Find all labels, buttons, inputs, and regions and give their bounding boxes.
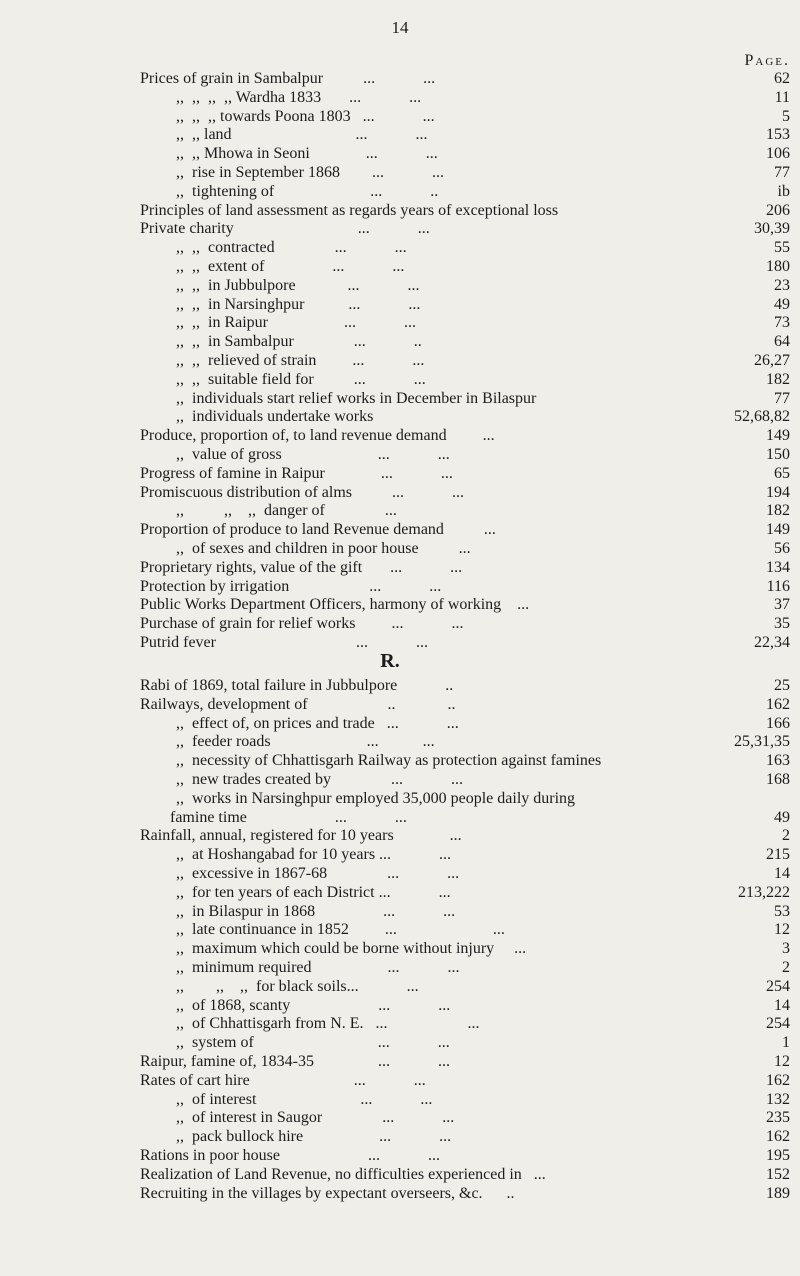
entry-text: Private charity ... ...: [140, 220, 430, 238]
entry-page-ref: 53: [774, 902, 790, 920]
entry-page-ref: 12: [774, 1052, 790, 1070]
entry-page-ref: 254: [766, 977, 790, 995]
entry-text: ,, ,, extent of ... ...: [176, 257, 405, 275]
entry-page-ref: 37: [774, 596, 790, 614]
entry-page-ref: 254: [766, 1015, 790, 1033]
entry-text: Raipur, famine of, 1834-35 ... ...: [140, 1052, 450, 1070]
entry-text: ,, ,, ,, ,, Wardha 1833 ... ...: [176, 88, 422, 106]
entry-page-ref: 77: [774, 389, 790, 407]
index-entry: [0, 239, 800, 258]
entry-text: ,, ,, in Narsinghpur ... ...: [176, 295, 421, 313]
entry-page-ref: 194: [766, 483, 790, 501]
entry-page-ref: 182: [766, 502, 790, 520]
index-entry: [0, 465, 800, 484]
entry-text: Produce, proportion of, to land revenue demand ...: [140, 427, 495, 445]
entry-text: Proportion of produce to land Revenue demand ...: [140, 521, 496, 539]
index-entry: [0, 959, 800, 978]
entry-text: famine time ... ...: [170, 808, 407, 826]
entry-text: ,, rise in September 1868 ... ...: [176, 163, 444, 181]
entry-text: ,, ,, land ... ...: [176, 126, 428, 144]
entry-text: ,, of Chhattisgarh from N. E. ... ...: [176, 1015, 480, 1033]
entry-text: Public Works Department Officers, harmony of working ...: [140, 596, 530, 614]
index-entry: [0, 183, 800, 202]
index-entry: [0, 314, 800, 333]
entry-text: ,, at Hoshangabad for 10 years ... ...: [176, 846, 452, 864]
entry-page-ref: 77: [774, 163, 790, 181]
entry-page-ref: 106: [766, 145, 790, 163]
index-entry: [0, 1091, 800, 1110]
entry-page-ref: 64: [774, 333, 790, 351]
entry-page-ref: 1: [782, 1034, 790, 1052]
entry-page-ref: 162: [766, 1128, 790, 1146]
index-entry: [0, 578, 800, 597]
entry-page-ref: 55: [774, 239, 790, 257]
entry-page-ref: 150: [766, 445, 790, 463]
index-entry: [0, 371, 800, 390]
entry-text: ,, of 1868, scanty ... ...: [176, 996, 451, 1014]
entry-text: ,, works in Narsinghpur employed 35,000 people daily during: [176, 789, 576, 807]
index-entry: [0, 809, 800, 828]
entry-text: Prices of grain in Sambalpur ... ...: [140, 70, 436, 87]
entry-page-ref: 14: [774, 996, 790, 1014]
index-entry: [0, 865, 800, 884]
index-section-r: [0, 677, 800, 1203]
entry-text: Progress of famine in Raipur ... ...: [140, 464, 453, 482]
entry-page-ref: 25: [774, 677, 790, 694]
entry-text: ,, ,, in Sambalpur ... ..: [176, 333, 422, 351]
entry-page-ref: 14: [774, 864, 790, 882]
index-entry: [0, 903, 800, 922]
index-entry: [0, 1147, 800, 1166]
entry-page-ref: 166: [766, 714, 790, 732]
index-entry: [0, 884, 800, 903]
entry-page-ref: 180: [766, 257, 790, 275]
entry-text: ,, ,, ,, danger of ...: [176, 502, 397, 520]
index-entry: [0, 277, 800, 296]
entry-text: ,, late continuance in 1852 ... ...: [176, 921, 505, 939]
index-entry: [0, 677, 800, 696]
entry-page-ref: 195: [766, 1146, 790, 1164]
index-entry: [0, 220, 800, 239]
entry-text: ,, new trades created by ... ...: [176, 770, 464, 788]
entry-text: ,, individuals undertake works: [176, 408, 374, 426]
entry-text: ,, feeder roads ... ...: [176, 733, 435, 751]
index-entry: [0, 1109, 800, 1128]
entry-text: ,, ,, in Jubbulpore ... ...: [176, 276, 420, 294]
entry-text: ,, tightening of ... ..: [176, 182, 439, 200]
entry-page-ref: 12: [774, 921, 790, 939]
entry-page-ref: 62: [774, 70, 790, 87]
entry-text: ,, of interest ... ...: [176, 1090, 433, 1108]
entry-text: ,, ,, relieved of strain ... ...: [176, 351, 425, 369]
entry-page-ref: 11: [774, 88, 790, 106]
index-entry: [0, 997, 800, 1016]
entry-page-ref: 116: [766, 577, 790, 595]
entry-text: Recruiting in the villages by expectant overseers, &c. ..: [140, 1184, 515, 1202]
entry-text: ,, pack bullock hire ... ...: [176, 1128, 452, 1146]
entry-page-ref: 56: [774, 539, 790, 557]
entry-text: Purchase of grain for relief works ... ...: [140, 615, 464, 633]
entry-page-ref: 65: [774, 464, 790, 482]
index-entry: [0, 352, 800, 371]
entry-text: Rainfall, annual, registered for 10 years ...: [140, 827, 462, 845]
entry-page-ref: 3: [782, 940, 790, 958]
index-section-p: [0, 70, 800, 653]
index-entry: [0, 790, 800, 809]
entry-text: ,, ,, ,, towards Poona 1803 ... ...: [176, 107, 435, 125]
entry-page-ref: 49: [774, 295, 790, 313]
index-entry: [0, 752, 800, 771]
entry-page-ref: 52,68,82: [734, 408, 790, 426]
entry-page-ref: 132: [766, 1090, 790, 1108]
entry-page-ref: 134: [766, 558, 790, 576]
index-entry: [0, 978, 800, 997]
entry-page-ref: 206: [766, 201, 790, 219]
entry-page-ref: 35: [774, 615, 790, 633]
entry-text: ,, value of gross ... ...: [176, 445, 450, 463]
entry-text: ,, necessity of Chhattisgarh Railway as protection against famines: [176, 752, 602, 770]
index-entry: [0, 540, 800, 559]
section-letter-r: R.: [380, 650, 400, 672]
entry-page-ref: 25,31,35: [734, 733, 790, 751]
entry-page-ref: 235: [766, 1109, 790, 1127]
entry-text: Realization of Land Revenue, no difficulties experienced in ...: [140, 1165, 546, 1183]
entry-text: ,, in Bilaspur in 1868 ... ...: [176, 902, 456, 920]
entry-page-ref: 168: [766, 770, 790, 788]
entry-page-ref: 49: [774, 808, 790, 826]
entry-page-ref: 182: [766, 370, 790, 388]
index-entry: [0, 1072, 800, 1091]
entry-page-ref: 163: [766, 752, 790, 770]
entry-page-ref: 189: [766, 1184, 790, 1202]
entry-page-ref: 149: [766, 521, 790, 539]
index-entry: [0, 89, 800, 108]
index-entry: [0, 1166, 800, 1185]
entry-text: ,, for ten years of each District ... ...: [176, 883, 451, 901]
entry-text: Promiscuous distribution of alms ... ...: [140, 483, 464, 501]
entry-text: Rabi of 1869, total failure in Jubbulpore ..: [140, 677, 454, 694]
index-entry: [0, 1034, 800, 1053]
index-entry: [0, 446, 800, 465]
entry-page-ref: 215: [766, 846, 790, 864]
entry-text: Proprietary rights, value of the gift ... ...: [140, 558, 463, 576]
entry-page-ref: 73: [774, 314, 790, 332]
entry-text: ,, of sexes and children in poor house ...: [176, 539, 471, 557]
index-entry: [0, 940, 800, 959]
entry-text: ,, maximum which could be borne without injury ...: [176, 940, 527, 958]
entry-page-ref: 30,39: [754, 220, 790, 238]
entry-page-ref: 2: [782, 958, 790, 976]
entry-text: ,, ,, Mhowa in Seoni ... ...: [176, 145, 438, 163]
index-entry: [0, 696, 800, 715]
index-entry: [0, 296, 800, 315]
index-entry: [0, 390, 800, 409]
index-entry: [0, 502, 800, 521]
entry-page-ref: 149: [766, 427, 790, 445]
entry-text: ,, excessive in 1867-68 ... ...: [176, 864, 460, 882]
index-entry: [0, 408, 800, 427]
entry-page-ref: 162: [766, 695, 790, 713]
page-number: 14: [391, 18, 409, 37]
entry-page-ref: 22,34: [754, 633, 790, 651]
entry-page-ref: 153: [766, 126, 790, 144]
entry-text: ,, individuals start relief works in December in Bilaspur: [176, 389, 537, 407]
entry-text: Protection by irrigation ... ...: [140, 577, 442, 595]
index-entry: [0, 596, 800, 615]
entry-text: ,, ,, in Raipur ... ...: [176, 314, 416, 332]
index-entry: [0, 559, 800, 578]
index-entry: [0, 145, 800, 164]
index-entry: [0, 1185, 800, 1204]
entry-page-ref: ib: [777, 182, 790, 200]
index-entry: [0, 615, 800, 634]
index-entry: [0, 427, 800, 446]
entry-text: ,, minimum required ... ...: [176, 958, 460, 976]
entry-text: ,, effect of, on prices and trade ... ...: [176, 714, 459, 732]
index-entry: [0, 827, 800, 846]
index-entry: [0, 1053, 800, 1072]
entry-text: ,, ,, suitable field for ... ...: [176, 370, 426, 388]
entry-text: Rates of cart hire ... ...: [140, 1071, 426, 1089]
index-entry: [0, 771, 800, 790]
index-entry: [0, 733, 800, 752]
index-entry: [0, 484, 800, 503]
index-entry: [0, 921, 800, 940]
index-entry: [0, 521, 800, 540]
index-entry: [0, 258, 800, 277]
entry-text: ,, ,, contracted ... ...: [176, 239, 407, 257]
index-entry: [0, 1015, 800, 1034]
entry-text: Rations in poor house ... ...: [140, 1146, 440, 1164]
entry-text: Principles of land assessment as regards years of exceptional loss: [140, 201, 559, 219]
page-column-label: Page.: [744, 52, 790, 69]
index-entry: [0, 846, 800, 865]
index-entry: [0, 715, 800, 734]
entry-text: ,, ,, ,, for black soils... ...: [176, 977, 419, 995]
entry-page-ref: 23: [774, 276, 790, 294]
index-entry: [0, 164, 800, 183]
entry-page-ref: 152: [766, 1165, 790, 1183]
index-entry: [0, 108, 800, 127]
entry-page-ref: 162: [766, 1071, 790, 1089]
entry-text: Railways, development of .. ..: [140, 695, 456, 713]
entry-page-ref: 5: [782, 107, 790, 125]
entry-text: Putrid fever ... ...: [140, 633, 428, 651]
index-entry: [0, 333, 800, 352]
entry-page-ref: 26,27: [754, 351, 790, 369]
entry-page-ref: 213,222: [738, 883, 790, 901]
entry-page-ref: 2: [782, 827, 790, 845]
entry-text: ,, of interest in Saugor ... ...: [176, 1109, 455, 1127]
index-entry: [0, 1128, 800, 1147]
index-entry: [0, 126, 800, 145]
index-entry: [0, 70, 800, 89]
entry-text: ,, system of ... ...: [176, 1034, 450, 1052]
index-entry: [0, 202, 800, 221]
